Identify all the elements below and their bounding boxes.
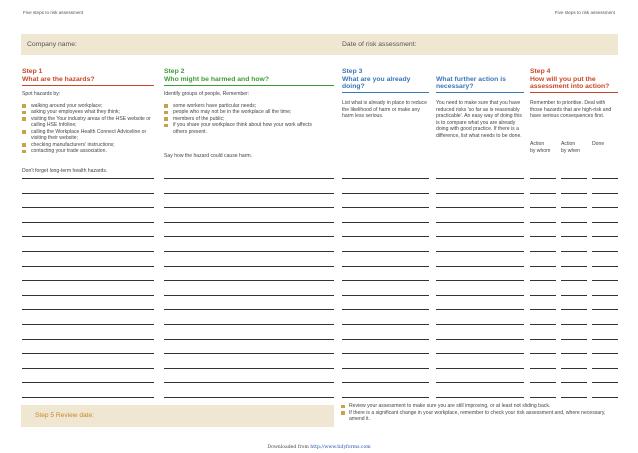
write-line	[592, 207, 618, 208]
write-line	[22, 324, 154, 325]
header-right: Five steps to risk assessment	[554, 10, 615, 15]
header-left: Five steps to risk assessment	[23, 10, 84, 15]
write-line	[164, 339, 334, 340]
write-line	[22, 339, 154, 340]
write-line	[592, 193, 618, 194]
write-line	[164, 222, 334, 223]
review-notes	[341, 403, 621, 423]
step2-bullet: members of the public;	[164, 116, 314, 123]
write-line	[342, 193, 429, 194]
write-line	[22, 193, 154, 194]
write-line	[164, 266, 334, 267]
write-line	[342, 353, 429, 354]
write-line	[22, 251, 154, 252]
write-line	[592, 382, 618, 383]
write-line	[530, 368, 556, 369]
write-line	[436, 280, 524, 281]
write-line	[530, 353, 556, 354]
write-line	[592, 222, 618, 223]
write-line	[561, 382, 587, 383]
done-label: Done	[592, 141, 605, 147]
write-line	[592, 295, 618, 296]
write-line	[561, 266, 587, 267]
write-line	[164, 207, 334, 208]
step1-title: What are the hazards?	[22, 75, 95, 83]
write-line	[22, 295, 154, 296]
write-line	[561, 222, 587, 223]
write-line	[530, 178, 556, 179]
write-line	[342, 309, 429, 310]
write-line	[342, 222, 429, 223]
write-line	[164, 280, 334, 281]
step3b-text: You need to make sure that you have reduced risks 'so far as is reasonably practicable'. An easy way of doing this is to compare what you are already doing with good practice. If there is a difference, list what needs to be done.	[436, 100, 522, 139]
step1-text	[22, 91, 156, 155]
write-line	[164, 353, 334, 354]
write-line	[561, 251, 587, 252]
step1-number: Step 1	[22, 68, 43, 75]
write-line	[436, 266, 524, 267]
write-line	[592, 280, 618, 281]
write-line	[561, 324, 587, 325]
write-line	[436, 382, 524, 383]
step4-rule	[530, 92, 618, 93]
write-line	[592, 266, 618, 267]
action-by-whom-line1: Action	[530, 141, 545, 147]
write-line	[592, 236, 618, 237]
step1-bullet: asking your employees what they think;	[22, 109, 156, 116]
action-by-when-line2: by when	[561, 147, 580, 154]
step1-bullet: contacting your trade association.	[22, 148, 156, 155]
write-line	[561, 339, 587, 340]
action-by-whom-label	[530, 141, 550, 154]
write-line	[561, 309, 587, 310]
write-line	[22, 280, 154, 281]
company-name-bar	[21, 34, 618, 55]
write-line	[22, 368, 154, 369]
write-line	[436, 353, 524, 354]
write-line	[436, 236, 524, 237]
step1-rule	[22, 85, 154, 86]
write-line	[530, 397, 556, 398]
write-line	[22, 382, 154, 383]
write-line	[342, 339, 429, 340]
write-line	[342, 236, 429, 237]
write-line	[592, 397, 618, 398]
write-line	[592, 368, 618, 369]
write-line	[342, 178, 429, 179]
write-line	[22, 236, 154, 237]
step3-rule	[342, 92, 429, 93]
write-line	[436, 368, 524, 369]
write-line	[342, 280, 429, 281]
step2-note: Say how the hazard could cause harm.	[164, 153, 253, 159]
write-line	[530, 295, 556, 296]
action-by-whom-line2: by whom	[530, 147, 551, 154]
write-line	[561, 368, 587, 369]
write-line	[530, 382, 556, 383]
write-line	[22, 207, 154, 208]
footer-link[interactable]: http://www.tidyforms.com	[310, 445, 371, 450]
write-line	[530, 236, 556, 237]
write-line	[436, 207, 524, 208]
write-line	[342, 207, 429, 208]
write-line	[592, 339, 618, 340]
write-line	[22, 397, 154, 398]
write-line	[530, 324, 556, 325]
write-line	[436, 397, 524, 398]
step1-intro: Spot hazards by:	[22, 91, 61, 97]
assessment-date-label: Date of risk assessment:	[342, 41, 417, 48]
write-line	[530, 251, 556, 252]
write-line	[342, 295, 429, 296]
step2-number: Step 2	[164, 68, 185, 75]
step2-bullet: people who may not be in the workplace all the time;	[164, 109, 314, 116]
write-line	[561, 193, 587, 194]
step4-number: Step 4	[530, 68, 551, 75]
footer-prefix: Downloaded from	[267, 445, 311, 450]
write-line	[164, 309, 334, 310]
write-line	[436, 339, 524, 340]
write-line	[342, 324, 429, 325]
step1-note: Don't forget long-term health hazards.	[22, 168, 108, 174]
review-note: If there is a significant change in your workplace, remember to check your risk assessment and, where necessary, amend it.	[341, 410, 621, 423]
write-line	[436, 309, 524, 310]
write-line	[164, 251, 334, 252]
write-line	[164, 178, 334, 179]
write-line	[592, 309, 618, 310]
write-line	[592, 353, 618, 354]
step3b-rule	[436, 92, 524, 93]
review-note: Review your assessment to make sure you are still improving, or at least not sliding back.	[341, 403, 621, 410]
write-line	[592, 251, 618, 252]
write-line	[530, 309, 556, 310]
write-line	[530, 222, 556, 223]
step3-text: List what is already in place to reduce the likelihood of harm or make any harm less serious.	[342, 100, 427, 119]
step1-bullet: walking around your workplace;	[22, 103, 156, 110]
step3-number: Step 3	[342, 68, 363, 75]
write-line	[436, 251, 524, 252]
write-line	[436, 222, 524, 223]
write-line	[561, 236, 587, 237]
step1-bullet: visiting the Your industry areas of the HSE website or calling HSE Infoline;	[22, 116, 156, 129]
write-line	[164, 324, 334, 325]
write-line	[530, 193, 556, 194]
write-line	[164, 397, 334, 398]
write-line	[436, 178, 524, 179]
write-line	[164, 193, 334, 194]
write-line	[342, 368, 429, 369]
action-by-when-line1: Action	[561, 141, 576, 147]
step4-title: How will you put the assessment into action?	[530, 75, 610, 91]
write-line	[530, 207, 556, 208]
step2-text	[164, 91, 314, 135]
footer	[0, 445, 638, 450]
step1-bullets	[22, 103, 156, 155]
write-line	[164, 295, 334, 296]
step3-title: What are you already doing?	[342, 75, 411, 91]
write-line	[436, 193, 524, 194]
company-name-label: Company name:	[27, 41, 77, 48]
write-line	[561, 280, 587, 281]
write-line	[342, 397, 429, 398]
review-date-bar	[21, 405, 334, 427]
write-line	[592, 324, 618, 325]
write-line	[592, 178, 618, 179]
write-line	[561, 207, 587, 208]
write-line	[530, 339, 556, 340]
write-line	[561, 295, 587, 296]
write-line	[164, 382, 334, 383]
step2-bullets	[164, 103, 314, 136]
write-line	[561, 178, 587, 179]
write-line	[530, 266, 556, 267]
step2-intro: Identify groups of people. Remember:	[164, 91, 250, 97]
step1-bullet: checking manufacturers' instructions;	[22, 142, 156, 149]
write-line	[561, 397, 587, 398]
write-line	[342, 382, 429, 383]
action-by-when-label	[561, 141, 580, 154]
step2-title: Who might be harmed and how?	[164, 75, 269, 83]
write-line	[22, 309, 154, 310]
write-line	[164, 236, 334, 237]
step2-rule	[164, 85, 334, 86]
step1-bullet: calling the Workplace Health Connect Adviceline or visiting their website;	[22, 129, 156, 142]
write-line	[436, 324, 524, 325]
step2-bullet: some workers have particular needs;	[164, 103, 314, 110]
write-line	[22, 178, 154, 179]
write-line	[342, 251, 429, 252]
step2-bullet: if you share your workplace think about how your work affects others present.	[164, 122, 314, 135]
write-line	[342, 266, 429, 267]
review-date-label: Step 5 Review date:	[35, 412, 95, 419]
write-line	[22, 353, 154, 354]
step3b-title: What further action is necessary?	[436, 75, 506, 91]
write-line	[164, 368, 334, 369]
step4-text: Remember to prioritise. Deal with those hazards that are high-risk and have serious consequences first.	[530, 100, 612, 119]
write-line	[561, 353, 587, 354]
write-line	[22, 222, 154, 223]
write-line	[22, 266, 154, 267]
write-line	[436, 295, 524, 296]
write-line	[530, 280, 556, 281]
